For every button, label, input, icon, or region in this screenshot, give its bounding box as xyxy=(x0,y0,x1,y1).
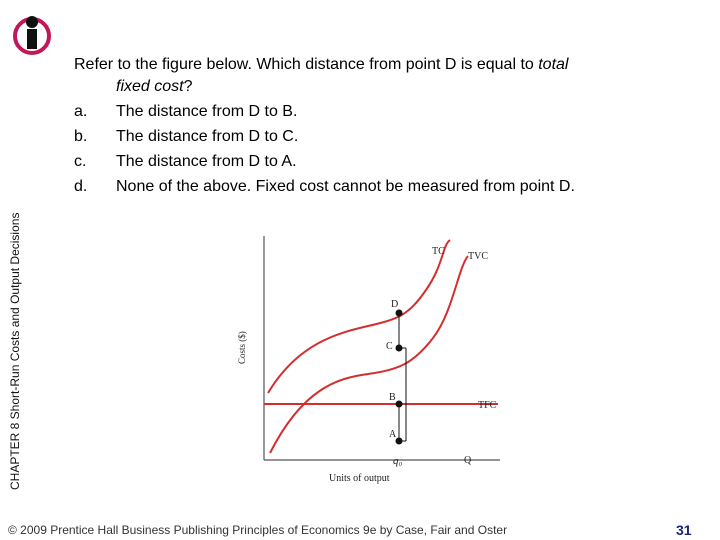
page-number: 31 xyxy=(676,522,692,538)
question-block xyxy=(74,52,575,199)
point-d-label: D xyxy=(391,299,399,310)
answer-option-b[interactable] xyxy=(74,124,575,149)
option-text: The distance from D to C. xyxy=(116,128,299,145)
point-b xyxy=(396,401,403,408)
chapter-side-label: CHAPTER 8 Short-Run Costs and Output Decisions xyxy=(8,212,22,490)
cost-curves-figure xyxy=(228,228,518,495)
answer-option-d[interactable] xyxy=(74,174,575,199)
point-c xyxy=(396,345,403,352)
answer-option-c[interactable] xyxy=(74,149,575,174)
y-axis-label: Costs ($) xyxy=(237,331,247,364)
point-c-label: C xyxy=(386,341,393,352)
tc-label: TC xyxy=(432,246,445,257)
question-emphasis-fixed-cost: fixed cost xyxy=(116,78,184,95)
tc-curve xyxy=(268,240,450,393)
option-text: The distance from D to B. xyxy=(116,103,298,120)
x-axis-label: Units of output xyxy=(329,473,390,484)
option-letter: d. xyxy=(74,178,88,195)
x-tick-q0: q₀ xyxy=(393,455,403,467)
option-text: The distance from D to A. xyxy=(116,153,297,170)
x-tick-q: Q xyxy=(464,455,472,466)
option-letter: c. xyxy=(74,153,87,170)
question-text: Refer to the figure below. Which distance from point D is equal to xyxy=(74,56,539,73)
tvc-label: TVC xyxy=(468,251,488,262)
question-mark: ? xyxy=(183,78,193,95)
question-line-2 xyxy=(74,77,575,97)
option-text: None of the above. Fixed cost cannot be measured from point D. xyxy=(116,178,575,195)
point-a xyxy=(396,438,403,445)
answer-option-a[interactable] xyxy=(74,99,575,124)
tfc-label: TFC xyxy=(478,400,497,411)
option-letter: b. xyxy=(74,128,88,145)
info-logo-icon xyxy=(8,12,58,56)
point-b-label: B xyxy=(389,392,396,403)
question-emphasis-total: total xyxy=(538,56,569,73)
question-line-1 xyxy=(74,52,575,77)
point-d xyxy=(396,310,403,317)
footer-credit: © 2009 Prentice Hall Business Publishing Principles of Economics 9e by Case, Fair and Oster xyxy=(8,523,508,537)
point-a-label: A xyxy=(389,429,397,440)
option-letter: a. xyxy=(74,103,88,120)
